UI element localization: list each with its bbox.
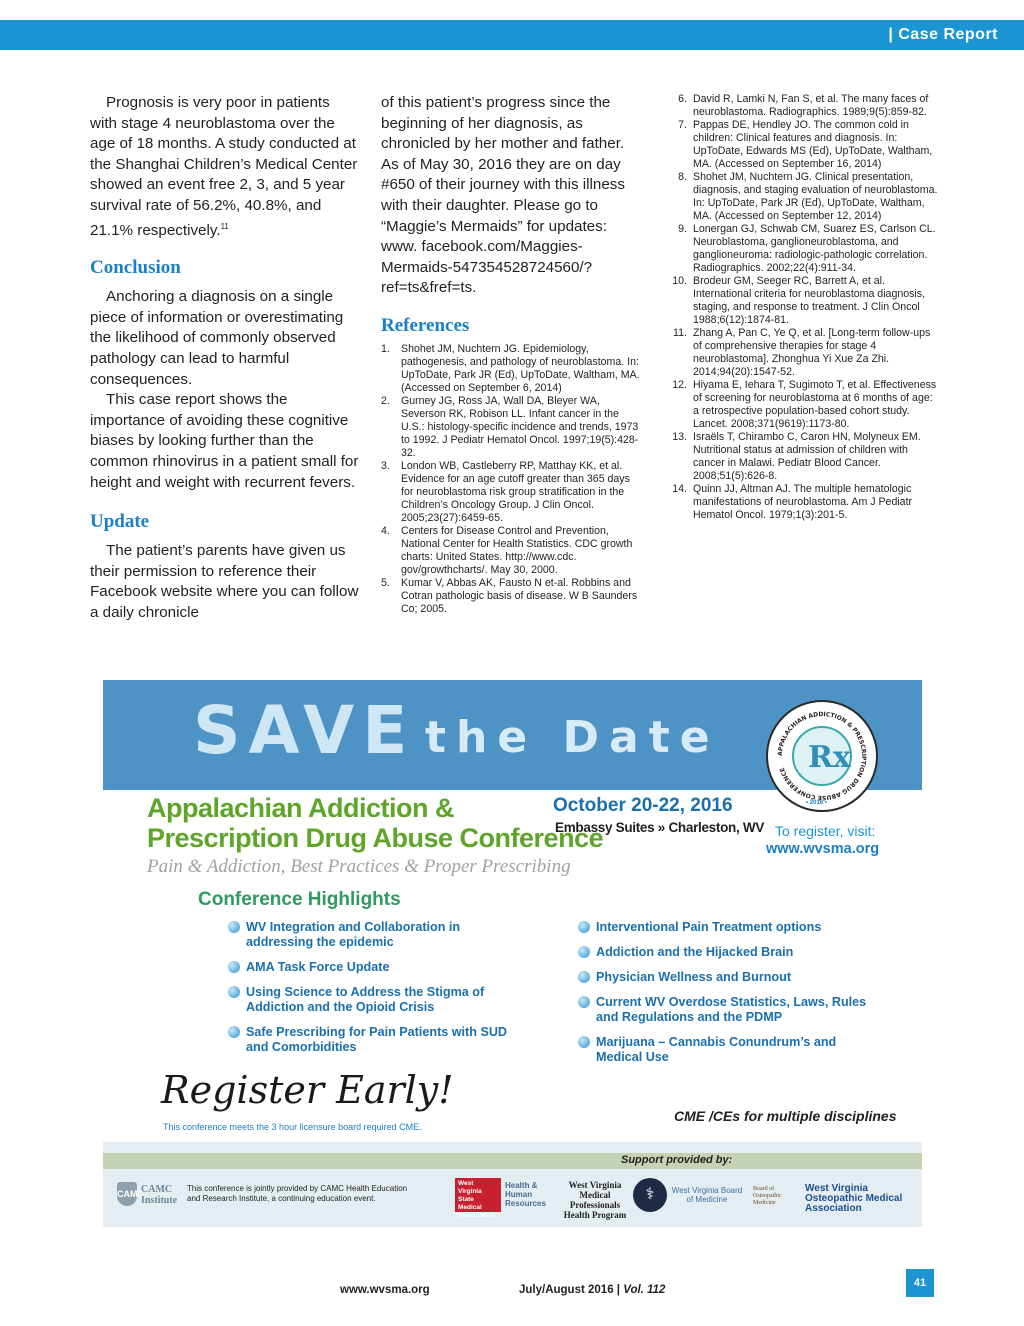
column-3 bbox=[671, 93, 941, 522]
header-bar bbox=[0, 20, 1024, 50]
conference-seal-logo bbox=[766, 700, 878, 812]
conference-date: October 20-22, 2016 bbox=[553, 795, 733, 816]
save-heading: SAVE bbox=[193, 692, 416, 769]
reference-item: 3. London WB, Castleberry RP, Matthay KK, et al. Evidence for an age cutoff greater than 365 days for neuroblastoma risk group stratification in the Children’s Oncology Group. J Clin Oncol. 2005;23(27):6459-65. bbox=[381, 459, 630, 524]
highlight-item: Marijuana – Cannabis Conundrum’s and Medical Use bbox=[578, 1035, 878, 1065]
reference-item: 13. Israëls T, Chirambo C, Caron HN, Molyneux EM. Nutritional status at admission of children with cancer in Malawi. Pediatr Blood Cancer. 2008;51(5):626-8. bbox=[672, 431, 921, 482]
update-heading: Update bbox=[90, 511, 150, 533]
reference-item: 12. Hiyama E, Iehara T, Sugimoto T, et al. Effectiveness of screening for neuroblastoma at 6 months of age: a retrospective population-based cohort study. Lancet. 2008;371(9619):1173-80. bbox=[672, 379, 937, 430]
column-1 bbox=[90, 93, 360, 624]
rx-emblem bbox=[792, 726, 852, 786]
support-label: Support provided by: bbox=[621, 1154, 733, 1166]
reference-item: 14. Quinn JJ, Altman AJ. The multiple hematologic manifestations of neuroblastoma. Am J Pediatr Hematol Oncol. 1979;1(3):201-5. bbox=[672, 483, 913, 521]
section-label: | Case Report bbox=[888, 26, 998, 43]
bullet-icon bbox=[228, 921, 240, 933]
bullet-icon bbox=[228, 1026, 240, 1038]
column-2 bbox=[381, 93, 641, 616]
references-heading: References bbox=[381, 314, 470, 336]
highlights-list-right bbox=[578, 920, 878, 1075]
reference-item: 7. Pappas DE, Hendley JO. The common cold in children: Clinical features and diagnosis. In: UpToDate, Edwards MS (Ed), UpToDate, Waltham, MA. (Accessed on September 16, 2014) bbox=[678, 119, 933, 170]
rx-symbol: Rx bbox=[808, 740, 851, 775]
reference-list-continued bbox=[671, 93, 941, 522]
wvmpp-logo: West Virginia Medical Professionals Health Program bbox=[563, 1180, 627, 1220]
osteopathic-association-logo: West Virginia Osteopathic Medical Association bbox=[805, 1183, 903, 1214]
reference-item: 9. Lonergan GJ, Schwab CM, Suarez ES, Carlson CL. Neuroblastoma, ganglioneuroblastoma, and ganglioneuroma: radiologic-pathologic correlation. Radiographics. 2002;22(4):911-34. bbox=[678, 223, 936, 274]
cme-note: CME /CEs for multiple disciplines bbox=[674, 1108, 897, 1124]
highlight-item: AMA Task Force Update bbox=[228, 960, 528, 975]
highlights-list-left bbox=[228, 920, 528, 1065]
highlights-title: Conference Highlights bbox=[198, 889, 401, 910]
conference-title: Appalachian Addiction & Prescription Drug Abuse Conference bbox=[147, 793, 604, 853]
wvsma-logo: West Virginia State Medical Association bbox=[455, 1178, 501, 1212]
conference-subtitle: Pain & Addiction, Best Practices & Proper Prescribing bbox=[147, 856, 571, 877]
highlight-item: Physician Wellness and Burnout bbox=[578, 970, 878, 985]
bullet-icon bbox=[228, 961, 240, 973]
the-date-heading: the Date bbox=[425, 712, 720, 763]
camc-shield-icon: CAMC bbox=[117, 1182, 137, 1206]
bullet-icon bbox=[578, 1036, 590, 1048]
support-section bbox=[103, 1142, 922, 1227]
paragraph-update: The patient’s parents have given us their permission to reference their Facebook website where you can follow a daily chronicle bbox=[90, 542, 359, 621]
reference-item: 11. Zhang A, Pan C, Ye Q, et al. [Long-term follow-ups of comprehensive therapies for stage 4 neuroblastoma]. Zhonghua Yi Xue Za Zhi. 2014;94(20):1547-52. bbox=[673, 327, 931, 378]
reference-item: 4. Centers for Disease Control and Prevention, National Center for Health Statistics. CDC growth charts: United States. http://www.cdc. gov/growthcharts/. May 30, 2000. bbox=[381, 524, 633, 576]
bullet-icon bbox=[578, 971, 590, 983]
footer-issue: July/August 2016 | Vol. 112 bbox=[519, 1284, 666, 1296]
reference-item: 2. Gurney JG, Ross JA, Wall DA, Bleyer WA, Severson RK, Robison LL. Infant cancer in the U.S.: histology-specific incidence and trends, 1973 to 1992. J Pediatr Hematol Oncol. 1997;19(5):428-32. bbox=[381, 394, 639, 459]
bullet-icon bbox=[578, 946, 590, 958]
highlight-item: Current WV Overdose Statistics, Laws, Rules and Regulations and the PDMP bbox=[578, 995, 878, 1025]
osteopathic-board-logo: Board of Osteopathic Medicine bbox=[753, 1186, 782, 1206]
reference-item: 6. David R, Lamki N, Fan S, et al. The many faces of neuroblastoma. Radiographics. 1989;9(5):859-82. bbox=[678, 93, 929, 118]
paragraph-conclusion-1: Anchoring a diagnosis on a single piece of information or overestimating the likelihood of commonly observed pathology can lead to harmful consequences. bbox=[90, 288, 344, 388]
register-early-heading: Register Early! bbox=[161, 1068, 454, 1112]
reference-item: 8. Shohet JM, Nuchtern JG. Clinical presentation, diagnosis, and staging evaluation of neuroblastoma. In: UpToDate, Park JR (Ed), UpToDate, Waltham, MA. (Accessed on September 12, 2014) bbox=[678, 171, 938, 222]
paragraph-facebook: of this patient’s progress since the beginning of her diagnosis, as chronicled by her mother and father. As of May 30, 2016 they are on day #650 of their journey with this illness with their daughter. Please go to “Maggie’s Mermaids” for updates: www. facebook.com/Maggies-Mermaids-547354528724560/?ref=ts&fref=ts. bbox=[381, 94, 625, 297]
footer-url: www.wvsma.org bbox=[340, 1284, 430, 1296]
support-bar bbox=[103, 1153, 922, 1169]
camc-name: CAMC Institute bbox=[141, 1184, 178, 1206]
highlight-item: Addiction and the Hijacked Brain bbox=[578, 945, 878, 960]
reference-item: 1. Shohet JM, Nuchtern JG. Epidemiology, pathogenesis, and pathology of neuroblastoma. In: UpToDate, Park JR (Ed), UpToDate, Waltham, MA. (Accessed on September 6, 2014) bbox=[381, 342, 640, 394]
reference-item: 10. Brodeur GM, Seeger RC, Barrett A, et al. International criteria for neuroblastoma diagnosis, staging, and response to treatment. J Clin Oncol 1988;6(12):1874-81. bbox=[672, 275, 926, 326]
paragraph-prognosis: Prognosis is very poor in patients with stage 4 neuroblastoma over the age of 18 months. A study conducted at the Shanghai Children’s Medical Center showed an event free 2, 3, and 5 year survival rate of 56.2%, 40.8%, and 21.1% respectively.$^{11}$ bbox=[90, 94, 358, 239]
dhhr-logo: Health & Human Resources bbox=[505, 1181, 546, 1208]
highlight-item: Using Science to Address the Stigma of Addiction and the Opioid Crisis bbox=[228, 985, 528, 1015]
reference-list bbox=[381, 343, 641, 616]
paragraph-conclusion-2: This case report shows the importance of avoiding these cognitive biases by looking further than the common rhinovirus in a patient small for height and weight with recurrent fevers. bbox=[90, 391, 359, 491]
citation-superscript: 11 bbox=[220, 221, 229, 231]
caduceus-seal-icon: ⚕ bbox=[633, 1178, 667, 1212]
seal-ring-text: APPALACHIAN ADDICTION & PRESCRIPTION DRUG ABUSE CONFERENCE bbox=[776, 710, 868, 802]
highlight-item: Safe Prescribing for Pain Patients with SUD and Comorbidities bbox=[228, 1025, 528, 1055]
bullet-icon bbox=[578, 921, 590, 933]
bullet-icon bbox=[228, 986, 240, 998]
register-visit-label: To register, visit: bbox=[775, 823, 876, 839]
register-note: This conference meets the 3 hour licensure board required CME. bbox=[163, 1122, 422, 1132]
camc-statement: This conference is jointly provided by CAMC Health Education and Research Institute, a continuing education event. bbox=[187, 1184, 408, 1203]
conference-advertisement bbox=[103, 680, 922, 1227]
conclusion-heading: Conclusion bbox=[90, 257, 181, 279]
reference-item: 5. Kumar V, Abbas AK, Fausto N et-al. Robbins and Cotran pathologic basis of disease. W B Saunders Co; 2005. bbox=[381, 576, 638, 615]
conference-venue: Embassy Suites » Charleston, WV bbox=[555, 820, 765, 835]
seal-year: • 2016 • bbox=[806, 800, 827, 806]
page-number: 41 bbox=[906, 1269, 934, 1297]
camc-logo bbox=[117, 1182, 187, 1208]
highlight-item: Interventional Pain Treatment options bbox=[578, 920, 878, 935]
bullet-icon bbox=[578, 996, 590, 1008]
board-of-medicine-logo: West Virginia Board of Medicine bbox=[671, 1186, 743, 1204]
highlight-item: WV Integration and Collaboration in addressing the epidemic bbox=[228, 920, 528, 950]
register-url-link[interactable]: www.wvsma.org bbox=[766, 841, 880, 857]
